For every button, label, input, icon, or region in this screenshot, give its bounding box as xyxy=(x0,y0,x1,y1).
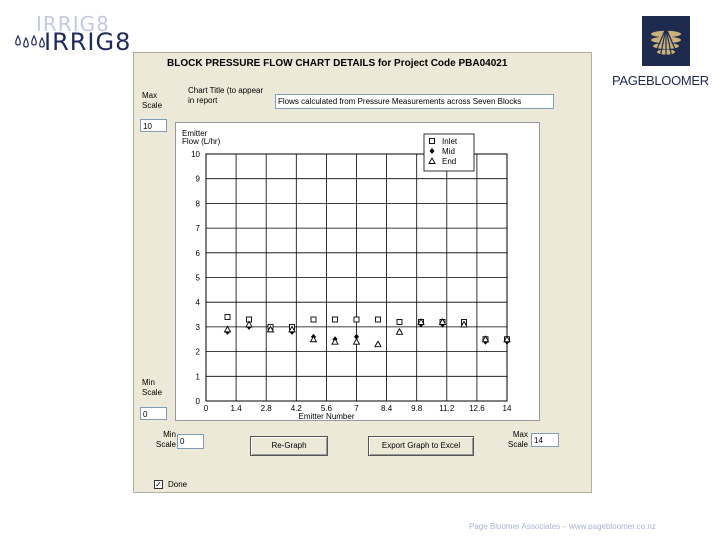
x-max-scale-input[interactable]: 14 xyxy=(531,433,559,447)
x-axis-label: Emitter Number xyxy=(298,412,355,421)
y-min-scale-input[interactable]: 0 xyxy=(140,407,167,420)
data-point-inlet xyxy=(333,317,338,322)
y-tick-label: 5 xyxy=(195,273,200,283)
data-point-inlet xyxy=(354,317,359,322)
y-tick-label: 9 xyxy=(195,174,200,184)
y-tick-label: 3 xyxy=(195,322,200,332)
irrig8-logo xyxy=(14,12,132,56)
y-tick-label: 7 xyxy=(195,224,200,234)
irrig8-logo-text: IRRIG8 xyxy=(44,28,132,56)
legend-marker-inlet xyxy=(430,139,435,144)
y-tick-label: 1 xyxy=(195,372,200,382)
y-tick-label: 0 xyxy=(195,397,200,406)
y-axis-label-line1: Emitter xyxy=(182,129,208,138)
footer-credit: Page Bloomer Associates – www.pagebloomer.co.nz xyxy=(469,522,656,531)
x-tick-label: 9.8 xyxy=(411,404,423,413)
legend-label-inlet: Inlet xyxy=(442,137,458,146)
max-scale-label: Max Scale xyxy=(142,91,163,110)
x-tick-label: 1.4 xyxy=(230,404,242,413)
x-tick-label: 2.8 xyxy=(260,404,272,413)
y-tick-label: 4 xyxy=(195,298,200,308)
x-max-scale-label: Max Scale xyxy=(507,430,528,449)
shell-icon xyxy=(642,16,690,66)
x-tick-label: 8.4 xyxy=(381,404,393,413)
x-tick-label: 12.6 xyxy=(469,404,485,413)
x-tick-label: 5.6 xyxy=(320,404,332,413)
legend xyxy=(424,134,474,171)
pagebloomer-logo-text: PAGEBLOOMER xyxy=(612,73,709,88)
legend-label-mid: Mid xyxy=(442,147,455,156)
regraph-button[interactable]: Re-Graph xyxy=(250,436,328,456)
y-tick-label: 6 xyxy=(195,248,200,258)
chart-title-label: Chart Title (to appear in report xyxy=(188,86,264,105)
chart-title-input[interactable]: Flows calculated from Pressure Measurements across Seven Blocks xyxy=(275,94,554,109)
y-axis-label-line2: Flow (L/hr) xyxy=(182,137,221,146)
x-tick-label: 0 xyxy=(203,404,209,413)
chart-details-window xyxy=(133,52,592,493)
y-tick-label: 10 xyxy=(191,150,200,159)
x-tick-label: 7 xyxy=(354,404,359,413)
x-tick-label: 4.2 xyxy=(290,404,302,413)
y-tick-label: 8 xyxy=(195,199,200,209)
pagebloomer-logo-mark xyxy=(642,16,690,66)
window-title: BLOCK PRESSURE FLOW CHART DETAILS for Project Code PBA04021 xyxy=(167,58,508,69)
done-label: Done xyxy=(168,480,188,489)
done-checkbox[interactable]: ✓ xyxy=(155,480,162,489)
data-point-inlet xyxy=(397,319,402,324)
y-min-scale-label: Min Scale xyxy=(142,378,163,397)
x-min-scale-input[interactable]: 0 xyxy=(177,434,204,449)
x-tick-label: 11.2 xyxy=(439,404,455,413)
flow-chart xyxy=(176,123,541,422)
irrig8-logo-ghost-text: IRRIG8 xyxy=(36,12,110,36)
x-min-scale-label: Min Scale xyxy=(155,430,176,449)
max-scale-input[interactable]: 10 xyxy=(140,119,167,132)
legend-label-end: End xyxy=(442,157,457,166)
water-drops-icon xyxy=(14,34,48,56)
data-point-inlet xyxy=(376,317,381,322)
chart-panel xyxy=(175,122,540,421)
y-tick-label: 2 xyxy=(195,347,200,357)
data-point-inlet xyxy=(311,317,316,322)
data-point-inlet xyxy=(225,315,230,320)
x-tick-label: 14 xyxy=(502,404,512,413)
export-to-excel-button[interactable]: Export Graph to Excel xyxy=(368,436,474,456)
